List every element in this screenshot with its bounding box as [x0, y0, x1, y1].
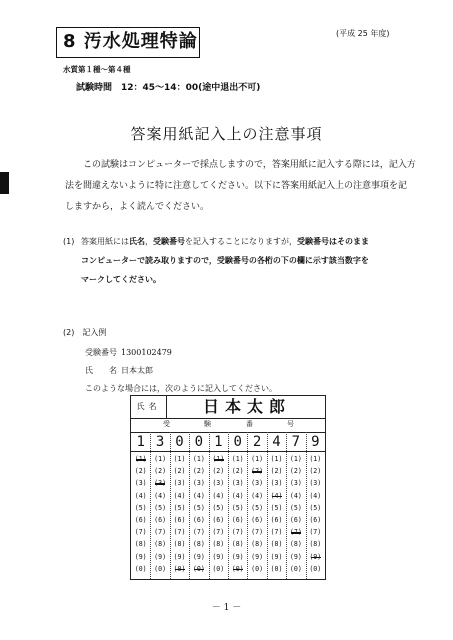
card-bubble	[150, 478, 169, 489]
note-2-label: (2) 記入例	[63, 328, 107, 337]
card-name-label: 氏名	[131, 396, 167, 418]
card-number-header-char: 号	[287, 420, 294, 428]
card-bubble: (8)	[134, 540, 147, 549]
card-bubble	[247, 466, 266, 477]
card-bubble: (3)	[251, 479, 264, 488]
card-bubble: (3)	[231, 479, 244, 488]
card-bubble: (2)	[154, 467, 167, 476]
card-bubble-mark	[136, 459, 146, 461]
card-bubble-mark	[252, 471, 262, 473]
card-bubble: (6)	[173, 516, 186, 524]
card-bubble: (6)	[154, 516, 167, 524]
card-bubble	[189, 564, 208, 575]
card-bubble: (2)	[134, 467, 147, 476]
note-1-segment: 答案用紙には	[81, 237, 129, 246]
card-name-row	[131, 396, 325, 419]
note-1-line	[81, 232, 369, 251]
card-bubble: (8)	[173, 540, 186, 549]
card-bubble: (2)	[231, 467, 244, 476]
card-bubble: (0)	[154, 564, 167, 573]
card-bubble: (5)	[154, 503, 167, 512]
note-1-segment: ，	[145, 237, 153, 246]
card-bubble: (0)	[134, 564, 147, 573]
card-bubble: (0)	[289, 564, 302, 573]
note-1-bold-segment: 受験番号はそのまま	[297, 237, 369, 246]
card-bubble: (5)	[309, 503, 322, 512]
example-number-value: 1300102479	[121, 348, 172, 357]
card-bubble: (5)	[192, 503, 205, 512]
card-bubble: (7)	[309, 528, 322, 537]
card-bubble: (3)	[134, 479, 147, 488]
page-heading: 答案用紙記入上の注意事項	[130, 125, 323, 143]
card-bubble: (6)	[231, 516, 244, 524]
card-bubble: (4)	[134, 491, 147, 500]
answer-card-example	[130, 395, 326, 580]
card-bubble: (6)	[192, 516, 205, 524]
card-number-header-char: 験	[204, 420, 211, 428]
card-bubble: (2)	[192, 467, 205, 476]
card-bubble: (8)	[212, 540, 225, 549]
card-name-value: 日本太郎	[202, 397, 291, 416]
card-bubble: (8)	[231, 540, 244, 549]
card-bubble: (7)	[154, 528, 167, 537]
card-bubble: (8)	[289, 540, 302, 549]
card-bubble: (5)	[173, 503, 186, 512]
card-number-grid	[131, 432, 325, 579]
card-bubble: (9)	[154, 552, 167, 561]
card-bubble: (7)	[192, 528, 205, 537]
card-bubble: (4)	[212, 491, 225, 500]
card-bubble: (6)	[270, 516, 283, 524]
card-written-digit: 1	[136, 434, 145, 450]
card-bubble	[286, 527, 305, 538]
card-bubble: (9)	[289, 552, 302, 561]
note-1	[63, 232, 403, 292]
card-written-digit: 4	[272, 434, 281, 450]
card-bubble-mark	[175, 569, 185, 571]
card-bubble: (5)	[270, 503, 283, 512]
card-bubble: (1)	[251, 455, 264, 463]
card-bubble: (9)	[192, 552, 205, 561]
card-bubble: (5)	[289, 503, 302, 512]
card-bubble: (8)	[154, 540, 167, 549]
card-bubble: (3)	[309, 479, 322, 488]
card-bubble: (3)	[289, 479, 302, 488]
card-bubble: (0)	[270, 564, 283, 573]
card-bubble: (2)	[270, 467, 283, 476]
card-bubble: (7)	[251, 528, 264, 537]
card-bubble: (2)	[289, 467, 302, 476]
card-number-header-char: 受	[163, 420, 170, 428]
card-bubble: (7)	[134, 528, 147, 537]
card-bubble: (6)	[289, 516, 302, 524]
example-name-row	[85, 365, 153, 376]
card-bubble: (9)	[134, 552, 147, 561]
card-bubble: (9)	[270, 552, 283, 561]
card-bubble-mark	[311, 557, 321, 559]
card-bubble: (4)	[231, 491, 244, 500]
card-written-digit: 0	[175, 434, 184, 450]
example-number-row	[85, 347, 172, 358]
card-bubble: (4)	[309, 491, 322, 500]
card-bubble-mark	[233, 569, 243, 571]
card-bubble	[228, 564, 247, 575]
card-bubble: (3)	[192, 479, 205, 488]
card-bubble: (4)	[251, 491, 264, 500]
card-bubble: (3)	[270, 479, 283, 488]
card-bubble: (4)	[173, 491, 186, 500]
card-bubble: (1)	[309, 455, 322, 463]
card-written-digit: 2	[252, 434, 262, 450]
card-number-header-char: 番	[246, 420, 253, 428]
card-bubble: (2)	[212, 467, 225, 476]
card-written-digit: 1	[214, 434, 223, 450]
example-number-label: 受験番号	[85, 348, 117, 357]
note-1-line: コンピューターで読み取りますので，受験番号の各桁の下の欄に示す該当数字を	[81, 256, 369, 265]
card-bubble: (7)	[173, 528, 186, 537]
page-number: － 1 －	[211, 603, 242, 613]
card-bubble: (9)	[231, 552, 244, 561]
qualification-label: 水質第１種～第４種	[63, 65, 131, 74]
card-bubble: (8)	[251, 540, 264, 549]
card-bubble: (1)	[154, 455, 167, 463]
card-bubble-mark	[214, 459, 224, 461]
card-bubble: (5)	[134, 503, 147, 512]
card-bubble: (3)	[173, 479, 186, 488]
card-bubble: (1)	[231, 455, 244, 463]
card-bubble: (6)	[134, 516, 147, 524]
card-bubble: (0)	[251, 564, 264, 573]
card-bubble: (9)	[251, 552, 264, 561]
card-bubble-mark	[291, 532, 301, 534]
subject-title: 8 汚水処理特論	[56, 27, 200, 58]
card-written-digit: 3	[155, 434, 165, 450]
card-bubble: (3)	[212, 479, 225, 488]
intro-paragraph	[65, 155, 416, 218]
card-bubble: (6)	[212, 516, 225, 524]
card-bubble: (9)	[212, 552, 225, 561]
intro-line: しますから，よく読んでください。	[65, 202, 210, 212]
note-1-number: (1)	[63, 237, 75, 246]
card-bubble: (1)	[173, 455, 186, 463]
card-written-digit: 0	[194, 434, 204, 450]
card-bubble: (4)	[154, 491, 167, 500]
card-bubble	[306, 552, 325, 563]
card-bubble	[267, 491, 286, 502]
card-bubble: (9)	[173, 552, 186, 561]
page-edge-tab-marker	[0, 172, 9, 194]
card-bubble: (5)	[212, 503, 225, 512]
card-bubble: (1)	[289, 455, 302, 463]
example-name-label: 氏 名	[85, 366, 117, 375]
card-written-digit: 0	[233, 434, 242, 450]
card-written-digit: 9	[311, 434, 320, 450]
card-bubble: (2)	[173, 467, 186, 476]
card-bubble: (7)	[212, 528, 225, 537]
card-bubble: (8)	[192, 540, 205, 549]
note-1-line: マークしてください。	[81, 275, 161, 284]
card-bubble	[131, 454, 150, 465]
example-name-value: 日本太郎	[121, 366, 153, 375]
card-written-digit: 7	[291, 434, 301, 450]
card-bubble-mark	[194, 569, 204, 571]
card-bubble: (0)	[309, 564, 322, 573]
note-1-bold-segment: 氏名	[129, 237, 145, 246]
card-bubble: (7)	[270, 528, 283, 537]
exam-year: (平成 25 年度)	[336, 29, 390, 38]
note-1-segment: を記入することになりますが，	[185, 237, 297, 246]
card-bubble	[209, 454, 228, 465]
card-bubble: (1)	[270, 455, 283, 463]
card-bubble: (4)	[289, 491, 302, 500]
card-bubble: (6)	[309, 516, 322, 524]
card-bubble: (1)	[192, 455, 205, 463]
card-bubble-mark	[155, 483, 165, 485]
card-bubble: (5)	[231, 503, 244, 512]
card-bubble: (2)	[309, 467, 322, 476]
intro-line: この試験はコンピューターで採点しますので，答案用紙に記入する際には，記入方	[83, 160, 416, 170]
card-bubble: (8)	[309, 540, 322, 549]
card-bubble: (7)	[231, 528, 244, 537]
card-bubble: (6)	[251, 516, 264, 524]
card-bubble	[170, 564, 189, 575]
card-bubble-mark	[272, 496, 282, 498]
example-instruction: このような場合には，次のように記入してください。	[85, 384, 277, 393]
card-bubble: (0)	[212, 564, 225, 573]
intro-line: 法を間違えないように特に注意してください。以下に答案用紙記入上の注意事項を記	[65, 181, 408, 191]
card-bubble: (8)	[270, 540, 283, 549]
card-bubble: (4)	[192, 491, 205, 500]
card-number-header	[131, 419, 325, 430]
exam-time: 試験時間 12：45～14：00(途中退出不可)	[76, 83, 261, 93]
card-bubble: (5)	[251, 503, 264, 512]
note-1-bold-segment: 受験番号	[153, 237, 185, 246]
